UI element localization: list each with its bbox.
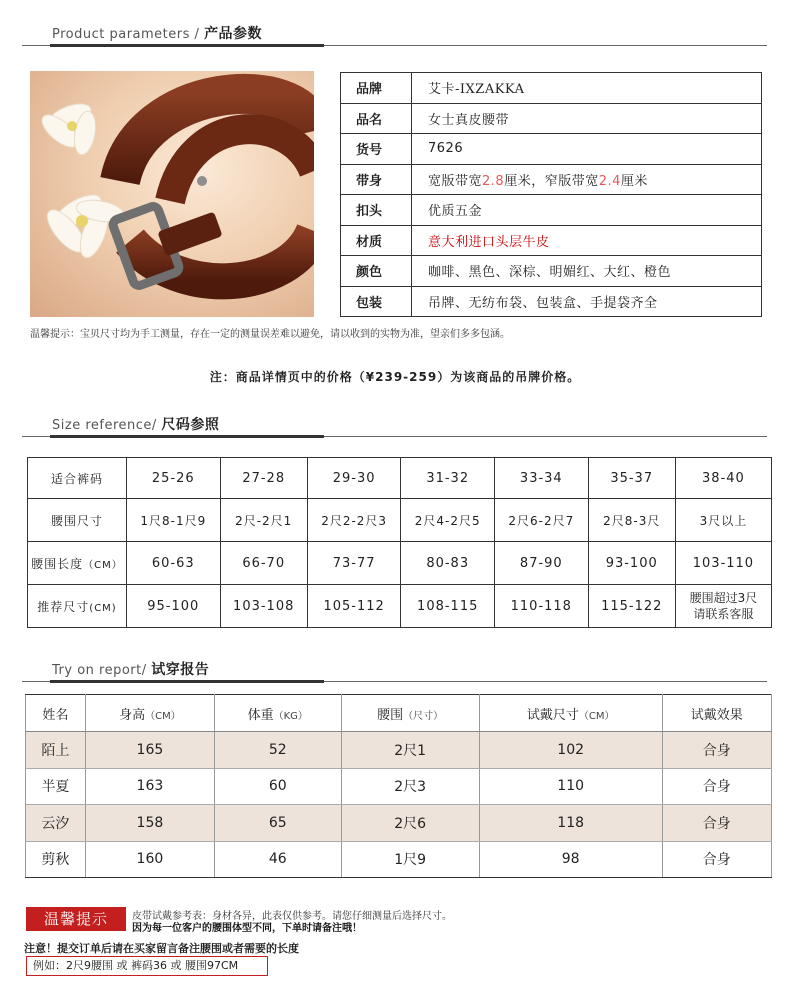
table-cell: 73-77	[307, 542, 401, 585]
table-cell: 27-28	[220, 458, 307, 499]
table-cell: 陌上	[26, 732, 86, 769]
table-cell: 1尺9	[341, 841, 479, 878]
param-value: 7626	[412, 134, 762, 165]
table-cell: 60-63	[127, 542, 221, 585]
tip-text: 皮带试戴参考表：身材各异，此表仅供参考。请您仔细测量后选择尺寸。	[132, 911, 452, 922]
table-cell: 98	[479, 841, 662, 878]
table-cell: 半夏	[26, 768, 86, 805]
tip-bold-text: 因为每一位客户的腰围体型不同，下单时请备注哦！	[132, 923, 362, 934]
table-cell: 87-90	[495, 542, 589, 585]
table-row	[26, 805, 772, 842]
parameters-table	[340, 72, 762, 317]
param-value: 优质五金	[412, 195, 762, 226]
table-cell: 65	[215, 805, 342, 842]
header-underline	[50, 44, 324, 47]
order-note: 注意！提交订单后请在买家留言备注腰围或者需要的长度	[24, 942, 299, 955]
table-cell: 38-40	[675, 458, 771, 499]
column-header: 身高（CM）	[85, 695, 214, 732]
table-cell: 1尺8-1尺9	[127, 499, 221, 542]
param-key: 货号	[341, 134, 412, 165]
row-header: 腰围长度（CM）	[28, 542, 127, 585]
table-cell: 165	[85, 732, 214, 769]
table-cell: 2尺1	[341, 732, 479, 769]
belt-illustration	[30, 71, 314, 317]
param-key: 材质	[341, 225, 412, 256]
table-cell: 35-37	[588, 458, 675, 499]
table-cell: 115-122	[588, 585, 675, 628]
param-value: 女士真皮腰带	[412, 103, 762, 134]
table-cell: 110	[479, 768, 662, 805]
table-cell: 33-34	[495, 458, 589, 499]
param-value: 艾卡-IXZAKKA	[412, 73, 762, 104]
param-value: 咖啡、黑色、深棕、明媚红、大红、橙色	[412, 256, 762, 287]
table-cell: 合身	[662, 732, 771, 769]
table-cell: 2尺-2尺1	[220, 499, 307, 542]
param-value: 意大利进口头层牛皮	[412, 225, 762, 256]
table-row	[28, 542, 772, 585]
header-underline	[50, 680, 324, 683]
table-row	[28, 499, 772, 542]
column-header: 体重（KG）	[215, 695, 342, 732]
param-key: 扣头	[341, 195, 412, 226]
table-cell: 云汐	[26, 805, 86, 842]
flower-icon	[37, 99, 126, 261]
table-cell: 105-112	[307, 585, 401, 628]
table-cell: 158	[85, 805, 214, 842]
section-title: Size reference/ 尺码参照	[52, 417, 220, 433]
table-cell: 110-118	[495, 585, 589, 628]
price-note: 注：商品详情页中的价格（¥239-259）为该商品的吊牌价格。	[209, 370, 581, 384]
param-value: 宽版带宽2.8厘米，窄版带宽2.4厘米	[412, 164, 762, 195]
table-cell: 80-83	[401, 542, 495, 585]
size-table	[27, 457, 772, 628]
table-cell: 2尺6	[341, 805, 479, 842]
column-header: 腰围（尺寸）	[341, 695, 479, 732]
product-section-header	[22, 24, 767, 46]
table-header-row	[26, 695, 772, 732]
table-cell: 118	[479, 805, 662, 842]
table-cell: 2尺3	[341, 768, 479, 805]
table-cell: 95-100	[127, 585, 221, 628]
table-cell: 46	[215, 841, 342, 878]
example-box: 例如：2尺9腰围 或 裤码36 或 腰围97CM	[26, 956, 268, 976]
row-header: 适合裤码	[28, 458, 127, 499]
param-key: 带身	[341, 164, 412, 195]
section-title: Product parameters / 产品参数	[52, 26, 263, 42]
size-section-header	[22, 415, 767, 437]
table-cell: 25-26	[127, 458, 221, 499]
param-key: 品名	[341, 103, 412, 134]
table-cell: 合身	[662, 841, 771, 878]
column-header: 姓名	[26, 695, 86, 732]
product-photo	[30, 71, 314, 317]
table-cell: 60	[215, 768, 342, 805]
header-underline	[50, 435, 324, 438]
param-value: 吊牌、无纺布袋、包装盒、手提袋齐全	[412, 286, 762, 317]
param-key: 包装	[341, 286, 412, 317]
param-row	[341, 134, 762, 165]
table-cell: 163	[85, 768, 214, 805]
table-cell: 108-115	[401, 585, 495, 628]
table-cell: 31-32	[401, 458, 495, 499]
table-row	[26, 732, 772, 769]
tip-badge: 温馨提示	[26, 907, 126, 931]
table-cell: 102	[479, 732, 662, 769]
table-cell: 52	[215, 732, 342, 769]
table-cell: 2尺4-2尺5	[401, 499, 495, 542]
table-row	[28, 458, 772, 499]
row-header: 腰围尺寸	[28, 499, 127, 542]
table-cell: 160	[85, 841, 214, 878]
param-row	[341, 225, 762, 256]
table-cell: 3尺以上	[675, 499, 771, 542]
table-cell: 2尺8-3尺	[588, 499, 675, 542]
table-cell: 合身	[662, 805, 771, 842]
table-cell: 103-110	[675, 542, 771, 585]
table-cell: 腰围超过3尺 请联系客服	[675, 585, 771, 628]
param-row	[341, 256, 762, 287]
param-row	[341, 164, 762, 195]
table-cell: 103-108	[220, 585, 307, 628]
column-header: 试戴效果	[662, 695, 771, 732]
try-on-table	[25, 694, 772, 878]
table-cell: 合身	[662, 768, 771, 805]
param-row	[341, 73, 762, 104]
param-row	[341, 195, 762, 226]
param-row	[341, 286, 762, 317]
table-row	[26, 841, 772, 878]
table-cell: 93-100	[588, 542, 675, 585]
param-key: 颜色	[341, 256, 412, 287]
section-title: Try on report/ 试穿报告	[52, 662, 210, 678]
table-cell: 剪秋	[26, 841, 86, 878]
table-cell: 2尺2-2尺3	[307, 499, 401, 542]
param-row	[341, 103, 762, 134]
table-cell: 66-70	[220, 542, 307, 585]
column-header: 试戴尺寸（CM）	[479, 695, 662, 732]
try-section-header	[22, 660, 767, 682]
table-cell: 2尺6-2尺7	[495, 499, 589, 542]
row-header: 推荐尺寸(CM)	[28, 585, 127, 628]
measure-note: 温馨提示：宝贝尺寸均为手工测量，存在一定的测量误差难以避免，请以收到的实物为准，望亲们多多包涵。	[30, 329, 510, 340]
param-key: 品牌	[341, 73, 412, 104]
table-cell: 29-30	[307, 458, 401, 499]
table-row	[28, 585, 772, 628]
table-row	[26, 768, 772, 805]
